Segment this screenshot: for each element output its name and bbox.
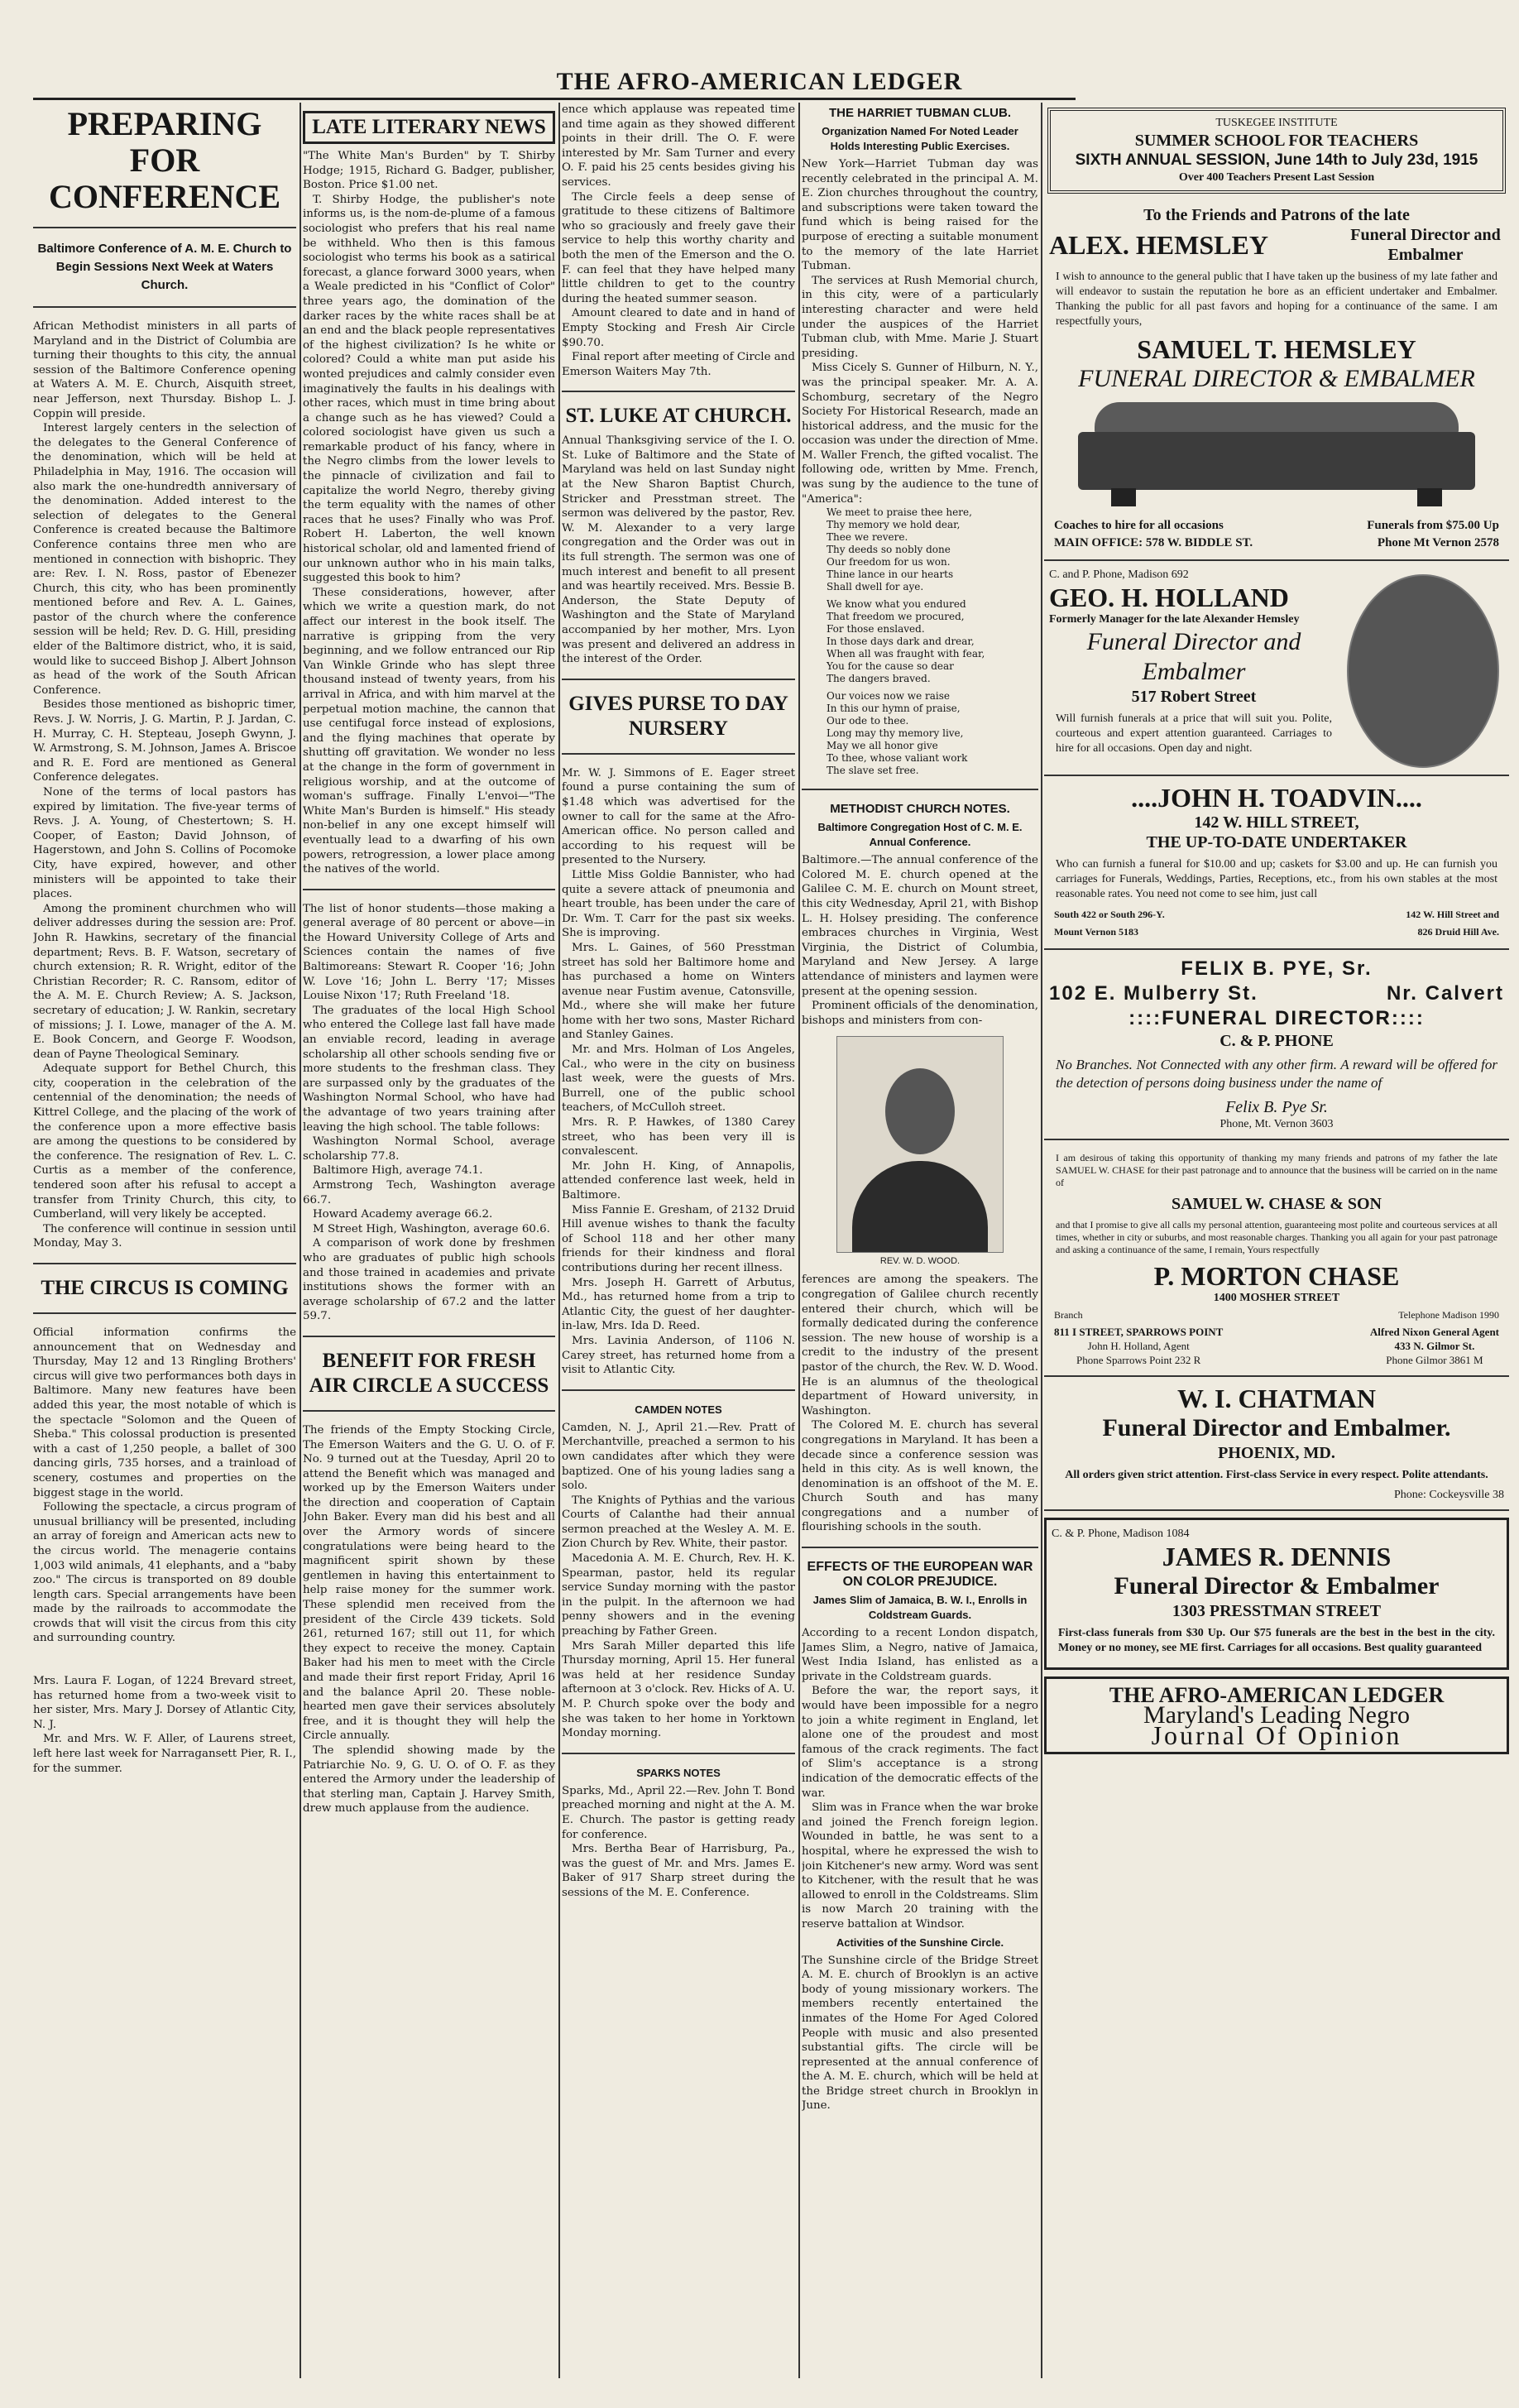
hemsley-title: Funeral Director and Embalmer <box>1350 226 1501 264</box>
deck-methodist: Baltimore Congregation Host of C. M. E. Annual Conference. <box>817 821 1023 849</box>
headline-literary: LATE LITERARY NEWS <box>303 111 555 144</box>
headline-sparks: SPARKS NOTES <box>636 1766 721 1779</box>
ode-line: Long may thy memory live, <box>827 727 964 740</box>
divider <box>303 889 555 890</box>
chase-b1: 811 I STREET, SPARROWS POINT <box>1054 1326 1224 1338</box>
ledger-line3: Journal Of Opinion <box>1151 1720 1402 1750</box>
divider <box>562 753 795 755</box>
spacer <box>33 1646 296 1674</box>
ode-line: Our ode to thee. <box>827 715 909 727</box>
column-rule <box>558 103 560 2378</box>
paragraph: African Methodist ministers in all parts of Maryland and in the District of Columbia are turning their thoughts to this city, the annual session of the Baltimore Conference opening at Waters A. M. E. Church, Aisquith street, near Jefferson, next Thursday. Bishop L. J. Coppin will preside. <box>33 320 296 420</box>
divider <box>802 1547 1038 1548</box>
toadvin-right2: 826 Druid Hill Ave. <box>1417 926 1499 938</box>
column-3 <box>562 103 795 2378</box>
chatman-phone: Phone: Cockeysville 38 <box>1394 1489 1504 1501</box>
chase-c2: 433 N. Gilmor St. <box>1394 1340 1475 1352</box>
paragraph: The friends of the Empty Stocking Circle, The Emerson Waiters and the G. U. O. of F. No. 9 turned out at the Tuesday, April 20 to attend the Benefit which was managed and worked up by the Emerson Waiters under the direction and cooperation of Captain John Baker. Every man did his best and all over the Armory words of sincere congratulations were being heard to the magnificent spirit shown by these gentlemen in having this entertainment to help raise money for the summer work. These splendid men received from the president of the Circle 439 tickets. Sold 261, returned 167; still out 11, for which they expect to receive the money. Captain Baker had his men to meet with the Circle and made their first report Friday, April 16 and the balance April 20. These noble-hearted men gave their services absolutely free, and it is thought they will help the Circle annually. <box>303 1423 555 1743</box>
hemsley-name: ALEX. HEMSLEY <box>1049 230 1268 260</box>
divider <box>33 1312 296 1314</box>
ode-poem <box>802 506 1038 777</box>
paragraph: Mr. W. J. Simmons of E. Eager street found a purse containing the sum of $1.48 which was advertised for the owner to call for the same at the Afro-American office. No person called and according to his request will be presented to the Nursery. <box>562 766 795 867</box>
deck-tubman: Organization Named For Noted Leader Holds Interesting Public Exercises. <box>822 125 1018 152</box>
paragraph: Miss Fannie E. Gresham, of 2132 Druid Hill avenue wishes to thank the faculty of School 118 and her other many friends for their kindness and floral contributions during her recent illness. <box>562 1203 795 1274</box>
paragraph: Mrs. L. Gaines, of 560 Presstman street has sold her Baltimore home and has purchased a home on Winters avenue near Fustim avenue, Catonsville, Md., where she will make her future home with her two sons, Master Richard and Stanley Gaines. <box>562 941 795 1042</box>
chase-intro: I am desirous of taking this opportunity of thanking my many friends and patrons of my father the late SAMUEL W. CHASE for their past patronage and to announce that the business will be carried on in the name of <box>1056 1152 1497 1188</box>
toadvin-tag: THE UP-TO-DATE UNDERTAKER <box>1146 833 1407 851</box>
chase-c3: Phone Gilmor 3861 M <box>1386 1354 1483 1366</box>
chase-branch: Branch <box>1054 1309 1083 1321</box>
paragraph: Camden, N. J., April 21.—Rev. Pratt of Merchantville, preached a sermon to his own candidates after which they were baptized. One of his young ladies sang a solo. <box>562 1421 795 1493</box>
chase-body: and that I promise to give all calls my personal attention, guaranteeing most polite and courteous services at all times, whether in city or suburbs, and most reasonable charges. Thanking you all again for your past patronage and asking a continuance of the same, I remain, Yours respectfully <box>1056 1219 1497 1255</box>
hemsley-office: MAIN OFFICE: 578 W. BIDDLE ST. <box>1054 536 1253 549</box>
paragraph: These considerations, however, after which we write a question mark, do not affect our interest in the book itself. The narrative is gripping from the very beginning, and we follow entranced our Rip Van Winkle Grinde who has slept three thousand instead of twenty years, from his arrival in Africa, and with him marvel at the perpetual motion machine, the cannon that use centifugal force instead of explosions, and the flying machines that operate by shutting off gravitation. We wonder no less at the change in the form of government in religious worship, and at the outcome of woman's suffrage. Finally L'envoi—"The White Man's Burden is himself." His steady non-belief in any one except himself will eventually lead to a dwarfing of his own powers, retrogression, a lower place among the natives of the world. <box>303 586 555 876</box>
hemsley-phone: Phone Mt Vernon 2578 <box>1377 536 1499 549</box>
toadvin-name: ....JOHN H. TOADVIN.... <box>1131 783 1422 813</box>
pye-name: FELIX B. PYE, Sr. <box>1181 957 1373 980</box>
chase-street: 1400 MOSHER STREET <box>1213 1292 1340 1304</box>
headline-nursery: GIVES PURSE TO DAY NURSERY <box>568 692 788 740</box>
hemsley-signer: SAMUEL T. HEMSLEY <box>1137 334 1416 364</box>
headline-tubman: THE HARRIET TUBMAN CLUB. <box>829 106 1011 120</box>
toadvin-right1: 142 W. Hill Street and <box>1406 909 1499 920</box>
headline-camden: CAMDEN NOTES <box>635 1403 722 1416</box>
table-line: Armstrong Tech, Washington average 66.7. <box>303 1178 555 1206</box>
portrait-caption: REV. W. D. WOOD. <box>879 1256 961 1267</box>
paragraph: Mr. and Mrs. Holman of Los Angeles, Cal., who were in the city on business last week, were the guests of Mrs. Burrell, one of the public school teachers, of McCulloh street. <box>562 1043 795 1115</box>
ode-line: We meet to praise thee here, <box>827 506 972 519</box>
paragraph: New York—Harriet Tubman day was recently celebrated in the principal A. M. E. Zion churches throughout the country, and subscriptions were taken toward the fund which is being raised for the purpose of erecting a suitable monument to the memory of the late Harriet Tubman. <box>802 158 1038 273</box>
table-line: Baltimore High, average 74.1. <box>313 1164 483 1178</box>
ode-line: Thee we revere. <box>827 531 908 544</box>
toadvin-left1: South 422 or South 296-Y. <box>1054 909 1165 920</box>
ode-line: That freedom we procured, <box>827 611 965 623</box>
pye-signature: Felix B. Pye Sr. <box>1225 1098 1328 1116</box>
headline-circus: THE CIRCUS IS COMING <box>41 1277 289 1299</box>
paragraph: None of the terms of local pastors has expired by limitation. The five-year terms of Revs. J. A. Young, of Chestertown; S. H. Cooper, of Easton; David Johnson, of Hagerstown, and John S. Collins of Pocomoke City, have expired, however, and other ministers will be appointed to take their places. <box>33 786 296 901</box>
paragraph: Amount cleared to date and in hand of Empty Stocking and Fresh Air Circle $90.70. <box>562 307 795 349</box>
chase-b2: John H. Holland, Agent <box>1087 1340 1190 1352</box>
ode-line: Shall dwell for aye. <box>827 581 924 593</box>
casket-image <box>1061 402 1492 510</box>
holland-address: 517 Robert Street <box>1131 688 1257 706</box>
headline-preparing: PREPARING FOR CONFERENCE <box>48 105 281 215</box>
paragraph: Besides those mentioned as bishopric timer, Revs. J. W. Norris, J. G. Martin, P. J. Jardan, C. H. Murray, C. H. Stepteau, Joseph Gwynn, J. W. Armstrong, S. M. Johnson, James A. Briscoe and R. E. Ford are mentioned as General Conference delegates. <box>33 698 296 784</box>
ode-line: The slave set free. <box>827 765 919 777</box>
paragraph: According to a recent London dispatch, James Slim, a Negro, native of Jamaica, West India Island, has enlisted as a private in the Coldstream guards. <box>802 1627 1038 1683</box>
chatman-name: W. I. CHATMAN <box>1176 1384 1376 1413</box>
paragraph: The Sunshine circle of the Bridge Street A. M. E. church of Brooklyn is an active body of young missionary workers. The members recently entertained the inmates of the Home For Aged Colored People with music and also presented substantial gifts. The circle will be represented at the annual conference of the A. M. E. church, which will be held at the Bridge street church in Brooklyn in June. <box>802 1954 1038 2113</box>
chatman-title: Funeral Director and Embalmer. <box>1102 1414 1451 1441</box>
pye-body: No Branches. Not Connected with any other firm. A reward will be offered for the detection of persons doing business under the name of <box>1056 1057 1497 1091</box>
column-1 <box>33 103 296 2378</box>
dennis-body: First-class funerals from $30 Up. Our $75 funerals are the best in the best in the city. Money or no money, see ME first. Carriages for all occasions. Best quality guaranteed <box>1058 1627 1495 1654</box>
ad-ledger <box>1044 1676 1509 1754</box>
hemsley-intro: To the Friends and Patrons of the late <box>1143 206 1410 224</box>
paragraph: The graduates of the local High School who entered the College last fall have made an enviable record, leading in average scholarship all other schools sending five or more students to the freshman class. They are surpassed only by the graduates of the Washington Normal School, who have had the advantage of two years training after leaving the high school. The table follows: <box>303 1004 555 1134</box>
divider <box>562 1389 795 1391</box>
ode-line: For those enslaved. <box>827 623 925 636</box>
holland-phone: C. and P. Phone, Madison 692 <box>1049 568 1189 581</box>
chase-name: P. MORTON CHASE <box>1153 1261 1400 1291</box>
ads-column <box>1044 103 1509 2378</box>
table-line: M Street High, Washington, average 60.6. <box>313 1222 550 1235</box>
paragraph: Adequate support for Bethel Church, this city, cooperation in the celebration of the centennial of the denomination; the needs of Kittrel College, and the placing of the work of the conference upon a more effective basis are among the questions to be considered by the conference. The resignation of Rev. L. C. Curtis as a member of the conference, tendered soon after his refusal to accept a transfer from Trinity Church, this city, to Cumberland, will very likely be accepted. <box>33 1062 296 1221</box>
column-rule <box>299 103 301 2378</box>
paragraph: Sparks, Md., April 22.—Rev. John T. Bond preached morning and night at the A. M. E. Church. The pastor is getting ready for conference. <box>562 1784 795 1841</box>
column-rule <box>1041 103 1042 2378</box>
chatman-place: PHOENIX, MD. <box>1218 1444 1335 1462</box>
ode-line: In this our hymn of praise, <box>827 703 961 715</box>
paragraph: Little Miss Goldie Bannister, who had quite a severe attack of pneumonia and heart trouble, has been under the care of Dr. Wm. T. Carr for the past six weeks. She is improving. <box>562 868 795 940</box>
holland-sub: Formerly Manager for the late Alexander Hemsley <box>1049 613 1300 626</box>
ode-line: Thy deeds so nobly done <box>827 544 951 556</box>
paragraph: ence which applause was repeated time and time again as they showed different points in their drill. The O. F. were interested by Mr. Sam Turner and every O. F. paid his 25 cents besides giving his services. <box>562 103 795 189</box>
paragraph: The conference will continue in session until Monday, May 3. <box>33 1222 296 1250</box>
paragraph: Mrs. Lavinia Anderson, of 1106 N. Carey street, has returned home from a visit to Atlantic City. <box>562 1334 795 1377</box>
deck-war: James Slim of Jamaica, B. W. I., Enrolls in Coldstream Guards. <box>812 1594 1028 1622</box>
divider <box>303 1336 555 1337</box>
portrait-shoulders <box>852 1161 988 1252</box>
holland-title: Funeral Director and Embalmer <box>1086 628 1301 685</box>
divider <box>562 679 795 680</box>
toadvin-address: 142 W. HILL STREET, <box>1194 813 1359 832</box>
hemsley-left-note: Coaches to hire for all occasions <box>1054 519 1224 532</box>
paragraph: Mr. John H. King, of Annapolis, attended conference last week, held in Baltimore. <box>562 1159 795 1202</box>
chase-tel: Telephone Madison 1990 <box>1398 1309 1499 1321</box>
paragraph: Miss Cicely S. Gunner of Hilburn, N. Y., was the principal speaker. Mr. A. A. Schomburg, secretary of the Negro Society For Historical Research, made an historical address, and the music for the occasion was under the direction of Mme. M. Waller French, the gifted vocalist. The following ode, written by Mme. French, was sung by the audience to the tune of "America": <box>802 362 1038 506</box>
divider <box>33 227 296 228</box>
paragraph: Prominent officials of the denomination, bishops and ministers from con- <box>802 1000 1038 1027</box>
paragraph: Macedonia A. M. E. Church, Rev. H. K. Spearman, pastor, held its regular service Sunday morning with the pastor in the pulpit. In the afternoon we had penny showers and in the evening preaching by Father Green. <box>562 1552 795 1638</box>
hemsley-signer-title: FUNERAL DIRECTOR & EMBALMER <box>1078 365 1475 392</box>
column-4 <box>802 103 1038 2378</box>
paragraph: ferences are among the speakers. The congregation of Galilee church recently entered their church, which will be formally dedicated during the conference session. The new house of worship is a credit to the industry of the present pastor of the church, the Rev. W. D. Wood. He is an alumnus of the theological department of Howard university, in Washington. <box>802 1274 1038 1417</box>
headline-war: EFFECTS OF THE EUROPEAN WAR ON COLOR PREJUDICE. <box>807 1560 1033 1590</box>
chase-c1: Alfred Nixon General Agent <box>1369 1326 1499 1338</box>
paragraph: The list of honor students—those making a general average of 80 percent or above—in the Howard University College of Arts and Sciences contain the names of five Baltimoreans: Stewart R. Cooper '16; John W. Love '16; John L. Berry '17; Misses Louise Nixon '17; Ruth Freeland '18. <box>303 902 555 1003</box>
ad-holland <box>1044 561 1509 776</box>
toadvin-left2: Mount Vernon 5183 <box>1054 926 1139 938</box>
ode-line: Our voices now we raise <box>827 690 950 703</box>
ad-hemsley <box>1044 199 1509 561</box>
ode-line: When all was fraught with fear, <box>827 648 985 660</box>
paragraph: Official information confirms the announcement that on Wednesday and Thursday, May 12 and 13 Ringling Brothers' circus will give two performances both days in Baltimore. Many new features have been added this year, the most notable of which is the spectacle "Solomon and the Queen of Sheba." This colossal production is presented with a cast of 1,250 people, a ballet of 300 dancing girls, 735 horses, and a trainload of scenery, costumes and properties on the biggest stage in the world. <box>33 1326 296 1499</box>
paragraph: The services at Rush Memorial church, in this city, were of a particularly interesting character and were held under the auspices of the Harriet Tubman club, with Mme. Marie J. Stuart presiding. <box>802 274 1038 360</box>
ad-chase <box>1044 1140 1509 1377</box>
paragraph: Mrs Sarah Miller departed this life Thursday morning, April 15. Her funeral was held at her residence Sunday afternoon at 3 o'clock. Rev. Hicks of A. U. M. P. Church spoke over the body and she was taken to her home in Yorktown Monday morning. <box>562 1639 795 1740</box>
divider <box>303 1410 555 1412</box>
divider <box>562 1753 795 1754</box>
chase-firm: SAMUEL W. CHASE & SON <box>1172 1195 1382 1213</box>
ad-tuskegee <box>1047 108 1506 194</box>
personal-note: Mr. and Mrs. W. F. Aller, of Laurens street, left here last week for Narragansett Pier, R. I., for the summer. <box>33 1733 296 1775</box>
masthead: THE AFRO-AMERICAN LEDGER <box>556 68 963 95</box>
pye-near: Nr. Calvert <box>1386 982 1504 1005</box>
pye-title: ::::FUNERAL DIRECTOR:::: <box>1128 1007 1425 1029</box>
paragraph: Mrs. Joseph H. Garrett of Arbutus, Md., has returned home from a trip to Atlantic City, the guest of her daughter-in-law, Mrs. Ida D. Reed. <box>562 1276 795 1333</box>
portrait-rev-wood <box>836 1036 1004 1253</box>
chase-b3: Phone Sparrows Point 232 R <box>1076 1354 1201 1366</box>
divider <box>802 789 1038 790</box>
paragraph: Mrs. R. P. Hawkes, of 1380 Carey street, who has been very ill is convalescent. <box>562 1116 795 1158</box>
dennis-street: 1303 PRESSTMAN STREET <box>1172 1602 1382 1620</box>
ad-toadvin <box>1044 776 1509 950</box>
portrait-face <box>885 1068 955 1154</box>
hemsley-body: I wish to announce to the general public that I have taken up the business of my late father and will endeavor to sustain the reputation he bore as an efficient undertaker and Embalmer. Thanking the public for all past favors and hoping for a continuance of the same. I am respectfully yours, <box>1056 271 1497 328</box>
ode-line: May we all honor give <box>827 740 938 752</box>
pye-address: 102 E. Mulberry St. <box>1049 982 1258 1005</box>
ode-line: You for the cause so dear <box>827 660 954 673</box>
paragraph: Annual Thanksgiving service of the I. O. St. Luke of Baltimore and the State of Maryland was held on last Sunday night at the New Sharon Baptist Church, Stricker and Presstman street. The sermon was delivered by the pastor, Rev. W. M. Alexander to a very large congregation and the Order was out in its full strength. The sermon was one of much interest and benefit to all present and was heartily received. Mrs. Bessie B. Anderson, the State Deputy of Washington and the State of Maryland accompanied by her mother, Mrs. Lyon was present and delivered an address in the interest of the Order. <box>562 434 795 666</box>
personal-note: Mrs. Laura F. Logan, of 1224 Brevard street, has returned home from a two-week visit to her sister, Mrs. Mary J. Dorsey of Atlantic City, N. J. <box>33 1675 296 1731</box>
divider <box>33 1263 296 1264</box>
paragraph: The Knights of Pythias and the various Courts of Calanthe had their annual sermon preached at the Wesley A. M. E. Zion Church by Rev. White, their pastor. <box>562 1494 795 1551</box>
ad-chatman <box>1044 1377 1509 1511</box>
dennis-name: JAMES R. DENNIS <box>1162 1542 1392 1571</box>
masthead-rule <box>33 98 1076 100</box>
ad-dennis <box>1044 1518 1509 1670</box>
ad-pye <box>1044 950 1509 1140</box>
paragraph: Slim was in France when the war broke and joined the French foreign legion. Wounded in battle, he was sent to a hospital, where he expressed the wish to join Kitchener's new army. Word was sent to Kitchener, with the result that he was allowed to enroll in the Coldstreams. Slim is now March 20 training with the reserve battalion at Windsor. <box>802 1801 1038 1931</box>
paragraph: Following the spectacle, a circus program of unusual brilliancy will be presented, including an array of foreign and American acts new to the circus world. The menagerie contains 1,003 wild animals, 41 elephants, and a "baby zoo." The circus is transported on 89 double length cars. Special arrangements have been made by the railroads to accommodate the crowds that will visit the circus from this city and surrounding country. <box>33 1501 296 1645</box>
dennis-title: Funeral Director & Embalmer <box>1114 1572 1440 1600</box>
hemsley-right-note: Funerals from $75.00 Up <box>1367 519 1499 532</box>
paragraph: The Circle feels a deep sense of gratitude to these citizens of Baltimore who so graciously and freely gave their service to help this worthy charity and both the men of the Emerson and the O. F. can feel that they have helped many little children to get to the country during the heated summer season. <box>562 190 795 305</box>
ledger-line1: THE AFRO-AMERICAN LEDGER <box>1109 1683 1445 1707</box>
ode-line: To thee, whose valiant work <box>827 752 968 765</box>
ode-line: Thy memory we hold dear, <box>827 519 961 531</box>
paragraph: Mrs. Bertha Bear of Harrisburg, Pa., was the guest of Mr. and Mrs. James E. Baker of 917 Sharp street during the sessions of the M. E. Conference. <box>562 1843 795 1899</box>
tuskegee-line: TUSKEGEE INSTITUTE <box>1215 117 1338 129</box>
headline-benefit: BENEFIT FOR FRESH AIR CIRCLE A SUCCESS <box>309 1349 549 1397</box>
divider <box>33 306 296 308</box>
holland-name: GEO. H. HOLLAND <box>1049 583 1289 612</box>
dennis-phone: C. & P. Phone, Madison 1084 <box>1052 1528 1190 1540</box>
paragraph: Final report after meeting of Circle and Emerson Waiters May 7th. <box>562 351 795 378</box>
paragraph: Among the prominent churchmen who will deliver addresses during the session are: Prof. John R. Hawkins, secretary of the financial department; Revs. B. F. Watson, secretary of church extension; R. R. Wright, editor of the Christian Recorder; R. C. Ransom, editor of the A. M. E. Church Review; A. S. Jackson, secretary of education; J. W. Rankin, secretary of missions; J. I. Lowe, manager of the A. M. E. Book Concern, and George F. Woodson, dean of Payne Theological Seminary. <box>33 902 296 1061</box>
headline-sunshine: Activities of the Sunshine Circle. <box>836 1936 1004 1949</box>
paragraph: "The White Man's Burden" by T. Shirby Hodge; 1915, Richard G. Badger, publisher, Boston. Price $1.00 net. <box>303 150 555 192</box>
pye-phone2: Phone, Mt. Vernon 3603 <box>1220 1118 1334 1130</box>
toadvin-body: Who can furnish a funeral for $10.00 and up; caskets for $3.00 and up. He can furnish you carriages for Funerals, Weddings, Parties, Receptions, etc., from his own stables at the most reasonable rates. You need not come to see him, just call <box>1056 858 1497 900</box>
table-line: Howard Academy average 66.2. <box>313 1208 493 1221</box>
pye-phone: C. & P. PHONE <box>1220 1032 1334 1050</box>
divider <box>562 391 795 392</box>
ode-line: The dangers braved. <box>827 673 931 685</box>
tuskegee-line: SUMMER SCHOOL FOR TEACHERS <box>1134 132 1419 150</box>
paragraph: A comparison of work done by freshmen who are graduates of public high schools and those trained in academies and private institutions shows the former with an average scholarship of 67.2 and the latter 59.7. <box>303 1237 555 1323</box>
table-line: Washington Normal School, average scholarship 77.8. <box>303 1135 555 1163</box>
paragraph: The splendid showing made by the Patriarchie No. 9, G. U. O. of O. F. as they entered the Armory under the leadership of that sterling man, Captain J. Harvey Smith, drew much applause from the audience. <box>303 1744 555 1816</box>
column-2 <box>303 103 555 2378</box>
paragraph: The Colored M. E. church has several congregations in Maryland. It has been a decade since a conference session was held in this city. As is well known, the denomination is an offshoot of the M. E. Church South and has many congregations and a number of flourishing schools in the south. <box>802 1419 1038 1534</box>
column-rule <box>798 103 800 2378</box>
holland-portrait <box>1347 574 1499 768</box>
chatman-body: All orders given strict attention. First-class Service in every respect. Polite attendants. <box>1065 1469 1488 1481</box>
deck-preparing: Baltimore Conference of A. M. E. Church to Begin Sessions Next Week at Waters Church. <box>37 242 292 292</box>
paragraph: T. Shirby Hodge, the publisher's note informs us, is the nom-de-plume of a famous sociologist who prefers that his real name be withheld. Who then is this famous sociologist who terms his book as a satirical forecast, a glance forward 3000 years, when a Weale predicted in his "Conflict of Color" three years ago, the domination of the darker races by the white races shall be at an end and the black people representatives of the highest civilization? Is he white or colored? Could a white man put aside his wonted prejudices and calmly consider even imaginatively the faults in his dealings with other races, which must in time bring about a change such as he has viewed? Could a colored sociologist have given us such a remarkable product of his fancy, where in the Negro climbs from the lower levels to the pinnacle of civilization and fail to capitalize the world Negro, thereby giving the term equality with the names of other races that he uses? Finally who was Prof. Robert H. Laberton, the well known historical scholar, old and lamented friend of our unknown author who in his main talks, suggested this book to him? <box>303 193 555 585</box>
headline-methodist: METHODIST CHURCH NOTES. <box>830 802 1010 817</box>
paragraph: Before the war, the report says, it would have been impossible for a negro to join a white regiment in England, let alone one of the proudest and most famous of the crack regiments. The fact of Slim's acceptance is a strong indication of the democratic effects of the war. <box>802 1685 1038 1800</box>
tuskegee-line: Over 400 Teachers Present Last Session <box>1178 171 1375 184</box>
holland-body: Will furnish funerals at a price that will suit you. Polite, courteous and expert attention guaranteed. Carriages to hire for all occasions. Open day and night. <box>1056 712 1332 755</box>
ledger-line2: Maryland's Leading Negro <box>1143 1701 1410 1729</box>
ode-line: Our freedom for us won. <box>827 556 951 568</box>
tuskegee-line: SIXTH ANNUAL SESSION, June 14th to July 23d, 1915 <box>1075 151 1478 169</box>
ode-line: Thine lance in our hearts <box>827 568 954 581</box>
headline-stluke: ST. LUKE AT CHURCH. <box>565 405 792 428</box>
paragraph: Baltimore.—The annual conference of the Colored M. E. church opened at the Galilee C. M. E. church on Mount street, this city Wednesday, April 21, with Bishop L. H. Holsey presiding. The conference embraces churches in Virginia, West Virginia, the District of Columbia, Maryland and New Jersey. A large attendance of ministers and laymen were present at the opening session. <box>802 854 1038 998</box>
ode-line: In those days dark and drear, <box>827 636 975 648</box>
article-preparing <box>33 319 296 1251</box>
ode-line: We know what you endured <box>827 598 966 611</box>
paragraph: Interest largely centers in the selection of the delegates to the General Conference of the denomination, which will be held at Philadelphia in May, 1916. The occasion will also mark the one-hundredth anniversary of the denomination. Added interest to the selection of delegates to the General Conference is created because the Baltimore Conference contains three men who are mentioned in connection with bishopric. They are: Rev. I. N. Ross, pastor of Ebenezer Church, this city, who has been prominently mentioned before and Rev. A. L. Gaines, pastor of the church where the conference session will be held; Rev. D. G. Hill, presiding elder of the Baltimore district, who, it is said, would like to succeed Bishop J. Albert Johnson as head of the work of the South African Conference. <box>33 422 296 697</box>
